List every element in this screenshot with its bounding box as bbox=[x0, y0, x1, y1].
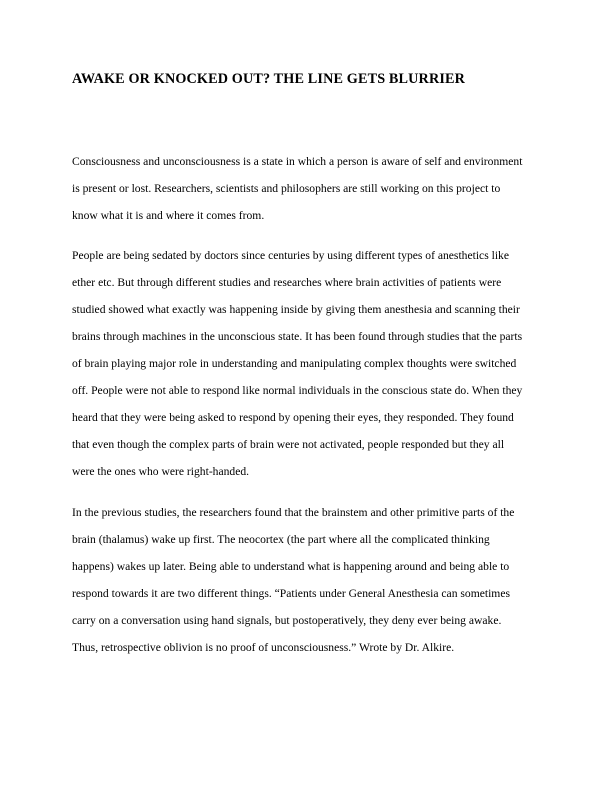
document-title: AWAKE OR KNOCKED OUT? THE LINE GETS BLURRIER bbox=[72, 71, 466, 87]
text-line: know what it is and where it comes from. bbox=[72, 209, 265, 222]
text-line: brain (thalamus) wake up first. The neocortex (the part where all the complicated thinking bbox=[72, 533, 490, 546]
paragraph-2 bbox=[72, 242, 542, 485]
text-line: People are being sedated by doctors since centuries by using different types of anesthetics like bbox=[72, 249, 509, 262]
text-line: carry on a conversation using hand signals, but postoperatively, they deny ever being awake. bbox=[72, 614, 502, 627]
text-line: ether etc. But through different studies and researches where brain activities of patients were bbox=[72, 276, 502, 289]
text-line: Thus, retrospective oblivion is no proof of unconsciousness.” Wrote by Dr. Alkire. bbox=[72, 641, 455, 654]
paragraph-3 bbox=[72, 499, 542, 661]
text-line: were the ones who were right-handed. bbox=[72, 465, 250, 478]
text-line: respond towards it are two different things. “Patients under General Anesthesia can sometimes bbox=[72, 587, 510, 600]
text-line: Consciousness and unconsciousness is a state in which a person is aware of self and environment bbox=[72, 155, 523, 168]
text-line: heard that they were being asked to respond by opening their eyes, they responded. They found bbox=[72, 411, 514, 424]
text-line: brains through machines in the unconscious state. It has been found through studies that the parts bbox=[72, 330, 523, 343]
text-line: is present or lost. Researchers, scientists and philosophers are still working on this project to bbox=[72, 182, 501, 195]
text-line: off. People were not able to respond like normal individuals in the conscious state do. When they bbox=[72, 384, 523, 397]
text-line: that even though the complex parts of brain were not activated, people responded but they all bbox=[72, 438, 505, 451]
paragraph-1 bbox=[72, 148, 542, 229]
text-line: happens) wakes up later. Being able to understand what is happening around and being able to bbox=[72, 560, 510, 573]
text-line: studied showed what exactly was happening inside by giving them anesthesia and scanning their bbox=[72, 303, 520, 316]
text-line: of brain playing major role in understanding and manipulating complex thoughts were switched bbox=[72, 357, 517, 370]
text-line: In the previous studies, the researchers found that the brainstem and other primitive parts of the bbox=[72, 506, 515, 519]
